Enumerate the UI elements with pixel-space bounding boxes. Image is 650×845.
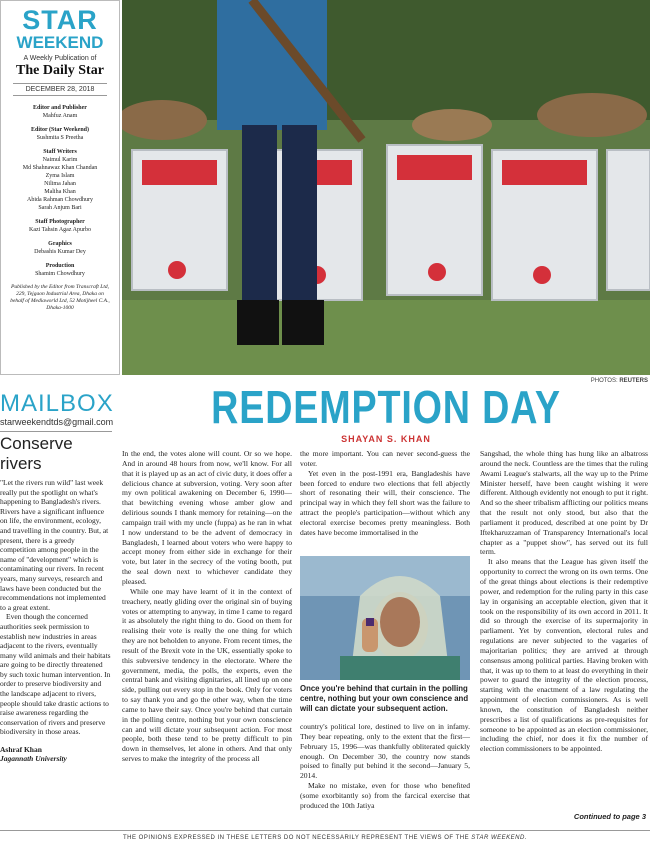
mailbox-column — [0, 392, 112, 763]
article-paragraph: Make no mistake, even for those who benefited (some exorbitantly so) from the farcical exercise that produced the 10th Jatiya — [300, 781, 470, 810]
staff-name: Mahfuz Anam — [42, 113, 78, 119]
staff-role: Production — [45, 263, 75, 269]
staff-name: Naimul Karim — [42, 157, 78, 163]
article-headline: REDEMPTION DAY — [211, 381, 561, 433]
staff-role: Graphics — [48, 241, 72, 247]
footer-disclaimer — [0, 830, 650, 845]
article-paragraph: Sangshad, the whole thing has hung like an albatross around the neck. Countless are the times that the ruling Awami League's stalwarts, all the way up to the Prime Minister herself, have been caught wishing it were different. Although evidently not enough to put it right. And so the sheer tribalism afflicting our politics means that the result not only stood, but also that the parliament it produced, described at one point by Dr Iftekharuzzaman of Transparency International's local chapter as a "puppet show", has served out its full term. — [480, 449, 648, 557]
article-column-2 — [300, 449, 470, 538]
staff-name: Zyma Islam — [45, 173, 75, 179]
credit-label: PHOTOS: — [590, 378, 618, 384]
article-paragraph: country's political lore, destined to live on in infamy. They bear repeating, only to the extent that the first—February 15, 1996—was thankfully obliterated quickly enough. On December 30, the country now stands poised to finally put behind it the second—January 5, 2014. — [300, 722, 470, 781]
issue-date: DECEMBER 28, 2018 — [13, 83, 107, 96]
staff-role: Editor (Star Weekend) — [30, 127, 89, 133]
staff-name: Kazi Tahsin Agaz Apurbo — [29, 227, 91, 233]
credit-name: REUTERS — [619, 378, 648, 384]
article-column-1 — [122, 449, 292, 764]
signature-name: Ashraf Khan — [0, 745, 42, 755]
photo-caption: Once you're behind that curtain in the polling centre, nothing but your own conscience and will can dictate your subsequent action. — [300, 684, 469, 713]
article-column-2-continued — [300, 722, 470, 811]
article-paragraph: the more important. You can never second-guess the voter. — [300, 449, 470, 468]
masthead-panel — [0, 0, 120, 375]
letter-body — [0, 478, 112, 737]
staff-role: Editor and Publisher — [33, 105, 87, 111]
mailbox-title: MAILBOX — [0, 390, 114, 417]
staff-name: Sushmita S Preetha — [36, 135, 84, 141]
article-column-3 — [480, 449, 648, 754]
masthead-weekend: WEEKEND — [16, 33, 104, 52]
daily-star-logo: The Daily Star — [16, 63, 104, 78]
staff-name: Md Shahnawaz Khan Chandan — [22, 165, 98, 171]
staff-name: Abida Rahman Chowdhury — [27, 197, 93, 203]
letter-signature — [0, 745, 112, 763]
signature-university: Jagannath University — [0, 754, 67, 764]
staff-role: Staff Photographer — [35, 219, 85, 225]
voter-thumb-photo — [300, 556, 470, 680]
masthead-star: STAR — [22, 5, 98, 35]
article-paragraph: While one may have learnt of it in the context of treachery, neatly gliding over the original sin of buying votes or attempting to anyway, in time I came to regard it as absolutely the right thing to do. Good on them for realising their vote is really the one thing for which they are not beholden to anyone. From recent times, the result of the Brexit vote in the UK, essentially spoke to this subversive tendency in the electorate. Where the government, media, the polls, the experts, even the central bank and visiting dignitaries, all lined up on one side, pulling out every stop in the book. Only for voters to say thank you and go the other way, when the time came to have their say. Once you're behind that curtain in the polling centre, nothing but your own conscience can and will dictate your subsequent action. For most people, both these tend to be pretty difficult to pin down in themselves, let alone in others. And that only serves to make the integrity of the process all — [122, 586, 292, 764]
staff-name: Sarah Anjum Bari — [38, 205, 82, 211]
letter-heading: Conserve rivers — [0, 431, 112, 474]
staff-name: Maliha Khan — [44, 189, 76, 195]
letter-paragraph: Even though the concerned authorities seek permission to establish new industries in areas adjacent to the rivers, eventually many wild animals and their habitats are going to be directly threatened by such toxic human intervention. In order to preserve biodiversity and the landscape adjacent to rivers, people should take drastic actions to raise awareness regarding the conservation of rivers and preserve biodiversity in those areas. — [0, 612, 111, 737]
article-paragraph: It also means that the League has given itself the opportunity to correct the wrong on its own terms. One of the great things about elections is their redemptive power, and redemption for the ruling party in this case lay in organising an acceptable election, given that it took on the responsibility of its own accord in 2011. It did so through the exercise of its supermajority in parliament. Yet by convention, electoral rules and regulations are never subjected to the vagaries of majoritarian politics; they are arrived at through consensus among political parties. Having broken with that, it was up to them to at least do everything in their power to guard the integrity of the election process, starting with the enactment of a law regulating the appointment of election commissioners. As is well known, the constitution of Bangladesh neither prescribes a list of qualifications as pre-requisites for someone to be appointed as an election commissioner, including the chief, nor does it fix the number of election commissioners to be appointed. — [480, 557, 648, 754]
article-paragraph: Yet even in the post-1991 era, Bangladeshis have been forced to endure two elections that fell abjectly short of resonating their will, their conscience. The principal way in which they fell short was the failure to attract the people's participation—without which any electoral exercise becomes pretty meaningless. Both dates have become immortalised in the — [300, 468, 470, 537]
ballot-boxes-photo — [122, 0, 650, 375]
staff-name: Shamim Chowdhury — [35, 271, 85, 277]
staff-list — [1, 104, 119, 312]
mailbox-email[interactable]: starweekendtds@gmail.com — [0, 417, 114, 427]
staff-name: Nilima Jahan — [44, 181, 76, 187]
footer-italic: STAR WEEKEND. — [471, 835, 528, 841]
staff-role: Staff Writers — [43, 149, 77, 155]
masthead-publication: A Weekly Publication of — [23, 55, 97, 62]
publisher-note: Published by the Editor from Transcraft Ltd, 229, Tejgaon Industrial Area, Dhaka on behalf of Mediaworld Ltd, 52 Motijheel C.A., Dhaka-1000 — [10, 284, 110, 311]
staff-name: Debashis Kumar Dey — [34, 249, 86, 255]
continued-link[interactable]: Continued to page 3 — [573, 812, 646, 821]
footer-text: THE OPINIONS EXPRESSED IN THESE LETTERS DO NOT NECESSARILY REPRESENT THE VIEWS OF THE — [122, 835, 470, 841]
letter-paragraph: "Let the rivers run wild" last week really put the spotlight on what's happening to Bangladesh's rivers. Rivers have a significant influence on life, the environment, ecology, and travelling in the country. But, at present, there is a greedy competition among people in the name of "development" which is contaminating our rivers. In recent years, many surveys, research and laws have been conducted but the recommendations not implemented to a great extent. — [0, 478, 109, 612]
article-byline: SHAYAN S. KHAN — [341, 434, 431, 444]
article-paragraph: In the end, the votes alone will count. Or so we hope. And in around 48 hours from now, we'll know. For all that it is played up as an act of civic duty, it does offer a delicious chance at subversion, voting. Very soon after my own political awakening on December 6, 1990—that bewitching evening whose amber glow and delirious sounds I thank memory for retaining—on the campaign trail with my uncle (fuppa) as he ran in what I now understand to be the advent of democracy in Bangladesh, I learned about voters who were happy to accept money from either side in exchange for their vote, but later in the secrecy of the voting booth, put the seal down next to whichever candidate they pleased. — [122, 449, 292, 586]
